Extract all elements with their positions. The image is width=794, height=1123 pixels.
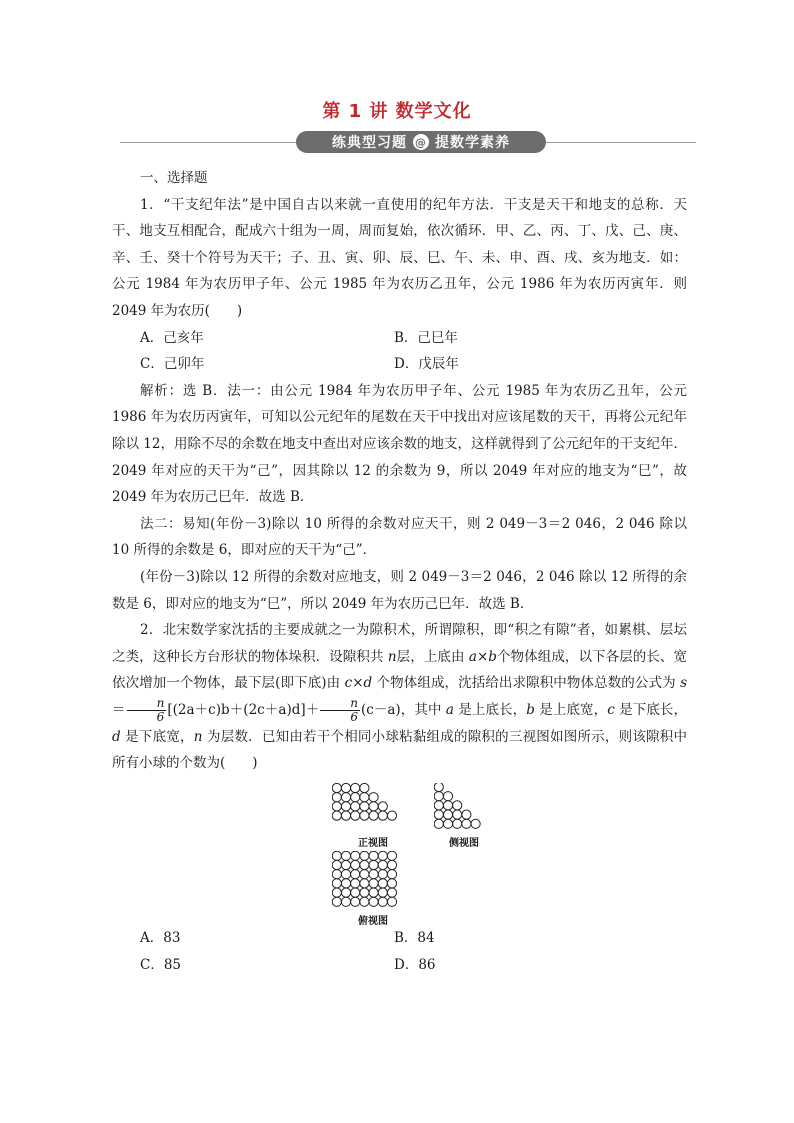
ball-front: [351, 783, 360, 792]
ball-side: [462, 810, 471, 819]
banner-right-text: 提数学素养: [435, 135, 510, 151]
ball-top: [332, 870, 341, 879]
ball-top: [360, 860, 369, 869]
banner-left-text: 练典型习题: [332, 135, 407, 151]
ball-top: [351, 851, 360, 860]
ball-top: [360, 888, 369, 897]
ball-top: [387, 897, 396, 906]
ball-top: [351, 860, 360, 869]
ball-front: [332, 811, 341, 820]
q1-analysis-method-1: 解析：选 B．法一：由公元 1984 年为农历甲子年、公元 1985 年为农历乙丑年，公元 1986 年为农历丙寅年，可知以公元纪年的尾数在天干中找出对应该尾数的天干，再将公元纪年除以 12，用除不尽的余数在地支中查出对应该余数的地支，这样就得到了公元纪年的干支纪年．2049 年对应的天干为“己”，因其除以 12 的余数为 9，所以 2049 年对应的地支为“巳”，故 2049 年为农历己巳年．故选 B．: [112, 382, 687, 506]
ball-front: [341, 783, 350, 792]
section-banner: [296, 131, 546, 153]
ball-side: [443, 801, 452, 810]
question-2-stem: 2．北宋数学家沈括的主要成就之一为隙积术，所谓隙积，即“积之有隙”者，如累棋、层坛之类，这种长方台形状的物体垛积．设隙积共 n层，上底由 a×b个物体组成，以下各层的长、宽依次增加一个物体，最下层(即下底)由 c×d 个物体组成，沈括给出求隙积中物体总数的公式为 s＝ $\frac{n}{6}$ [(2a＋c)b＋(2c＋a)d]＋ $\frac{n}{6}$ (c－a)，其中 a 是上底长，b 是上底宽，c 是下底长，d 是下底宽，n 为层数．已知由若干个相同小球粘黏组成的隙积的三视图如图所示，则该隙积中所有小球的个数为( ): [112, 622, 687, 772]
formula-fraction-2: $\frac{n}{6}$: [320, 697, 360, 724]
ball-front: [351, 811, 360, 820]
ball-top: [341, 888, 350, 897]
side-view-label: 侧视图: [449, 838, 479, 850]
banner-rule-left: [120, 142, 296, 143]
question-1-options: [112, 325, 687, 378]
ball-top: [378, 879, 387, 888]
banner-rule-right: [546, 142, 696, 143]
ball-front: [360, 802, 369, 811]
ball-top: [387, 888, 396, 897]
ball-top: [332, 888, 341, 897]
ball-front: [351, 793, 360, 802]
ball-top: [369, 870, 378, 879]
ball-front: [369, 811, 378, 820]
ball-side: [443, 792, 452, 801]
ball-top: [369, 851, 378, 860]
ball-front: [332, 802, 341, 811]
front-view-diagram: [332, 781, 404, 829]
section-heading: 一、选择题: [140, 170, 208, 186]
ball-top: [341, 879, 350, 888]
ball-top: [378, 860, 387, 869]
ball-front: [369, 802, 378, 811]
ball-front: [341, 802, 350, 811]
ball-front: [360, 811, 369, 820]
q2-option-a: A．83: [140, 930, 181, 947]
ball-side: [434, 819, 443, 828]
ball-side: [443, 810, 452, 819]
ball-top: [360, 851, 369, 860]
document-body: [112, 165, 687, 978]
question-2-options: [112, 925, 687, 978]
side-view-diagram: [434, 783, 490, 829]
page-title: 第 1 讲 数学文化: [322, 101, 472, 122]
ball-top: [369, 897, 378, 906]
q1-option-a: A．己亥年: [140, 329, 204, 346]
ball-front: [351, 802, 360, 811]
ball-side: [434, 792, 443, 801]
front-view-label: 正视图: [358, 838, 388, 850]
ball-side: [443, 819, 452, 828]
top-view-diagram: [332, 851, 404, 909]
ball-top: [341, 851, 350, 860]
ball-top: [378, 897, 387, 906]
ball-top: [378, 851, 387, 860]
ball-top: [387, 851, 396, 860]
q1-option-b: B．己巳年: [394, 329, 458, 346]
q1-analysis-method-2-cont: (年份－3)除以 12 所得的余数对应地支，则 2 049－3＝2 046，2 046 除以 12 所得的余数是 6，即对应的地支为“巳”，所以 2049 年为农历己巳年．故选 B．: [112, 568, 687, 612]
ball-top: [360, 870, 369, 879]
ball-front: [341, 793, 350, 802]
q2-option-d: D．86: [394, 956, 436, 973]
ball-top: [387, 870, 396, 879]
ball-front: [378, 802, 387, 811]
ball-top: [332, 851, 341, 860]
q1-option-d: D．戊辰年: [394, 356, 459, 373]
ball-top: [332, 860, 341, 869]
ball-top: [351, 888, 360, 897]
q1-option-c: C．己卯年: [140, 356, 205, 373]
ball-side: [453, 819, 462, 828]
ball-top: [378, 888, 387, 897]
ball-top: [387, 860, 396, 869]
ball-top: [369, 888, 378, 897]
ball-front: [378, 811, 387, 820]
q2-option-b: B．84: [394, 930, 435, 947]
ball-top: [351, 870, 360, 879]
q2-option-c: C．85: [140, 956, 182, 973]
banner-badge-icon: @: [415, 135, 427, 149]
ball-top: [387, 879, 396, 888]
question-1-stem: 1．“干支纪年法”是中国自古以来就一直使用的纪年方法．干支是天干和地支的总称．天干、地支互相配合，配成六十组为一周，周而复始，依次循环．甲、乙、丙、丁、戊、己、庚、辛、壬、癸十个符号为天干；子、丑、寅、卯、辰、巳、午、未、申、酉、戌、亥为地支．如：公元 1984 年为农历甲子年、公元 1985 年为农历乙丑年，公元 1986 年为农历丙寅年．则 2049 年为农历( ): [112, 196, 687, 319]
ball-front: [332, 783, 341, 792]
ball-front: [332, 793, 341, 802]
ball-top: [369, 860, 378, 869]
formula-fraction-1: $\frac{n}{6}$: [127, 697, 167, 724]
ball-side: [453, 810, 462, 819]
ball-front: [360, 793, 369, 802]
ball-top: [332, 879, 341, 888]
ball-top: [360, 879, 369, 888]
ball-top: [378, 870, 387, 879]
ball-side: [434, 783, 443, 792]
ball-side: [471, 819, 480, 828]
ball-front: [387, 811, 396, 820]
ball-top: [351, 897, 360, 906]
three-view-figure: [112, 781, 687, 928]
ball-top: [360, 897, 369, 906]
top-view-label: 俯视图: [358, 916, 388, 928]
ball-front: [369, 793, 378, 802]
ball-side: [462, 819, 471, 828]
ball-top: [341, 897, 350, 906]
ball-top: [332, 897, 341, 906]
ball-side: [434, 801, 443, 810]
ball-front: [341, 811, 350, 820]
ball-side: [453, 801, 462, 810]
q1-analysis-method-2: 法二：易知(年份－3)除以 10 所得的余数对应天干，则 2 049－3＝2 046，2 046 除以 10 所得的余数是 6，即对应的天干为“己”．: [112, 515, 687, 559]
ball-top: [341, 870, 350, 879]
ball-side: [434, 810, 443, 819]
ball-top: [369, 879, 378, 888]
ball-front: [360, 783, 369, 792]
ball-top: [341, 860, 350, 869]
ball-top: [351, 879, 360, 888]
